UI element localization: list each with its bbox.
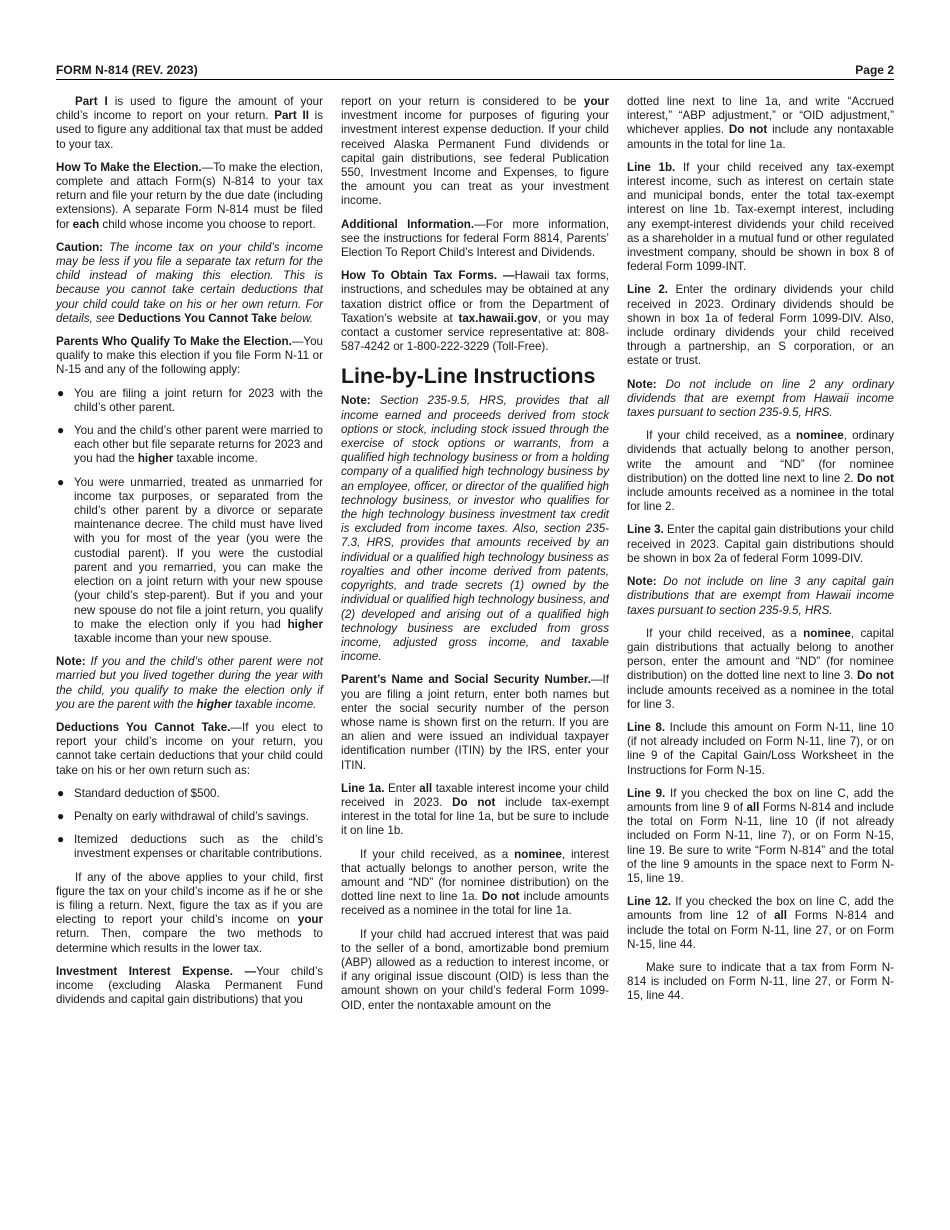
paragraph-deductions-cannot-take: Deductions You Cannot Take.—If you elect to report your child’s income on your return, you cannot take certain deductions that your child could take on his or her own return such as: [56, 720, 323, 777]
paragraph-how-to-make-election: How To Make the Election.—To make the election, complete and attach Form(s) N-814 to your tax return and file your return by the due date (including extensions). A separate Form N-814 must be filed for each child whose income you choose to report. [56, 160, 323, 231]
bullet-icon: ● [57, 785, 65, 800]
paragraph-additional-information: Additional Information.—For more information, see the instructions for federal Form 8814, Parents’ Election To Report Child’s Interest and Dividends. [341, 217, 609, 260]
paragraph-investment-interest-expense: Investment Interest Expense. —Your child’s income (excluding Alaska Permanent Fund dividends and capital gain distributions) that you [56, 964, 323, 1007]
paragraph-line-1a-nominee: If your child received, as a nominee, interest that actually belongs to another person, write the amount and “ND” (for nominee distribution) on the dotted line next to line 1a. Do not include amounts received as a nominee in the total for line 1a. [341, 847, 610, 918]
paragraph-note-line-3: Note: Do not include on line 3 any capital gain distributions that are exempt from Hawaii income taxes pursuant to section 235-9.5, HRS. [627, 575, 894, 617]
paragraph-accrued-interest: If your child had accrued interest that was paid to the seller of a bond, amortizable bond premium (ABP) allowed as a reduction to interest income, or if any original issue discount (OID) is less than the amount shown on your child’s federal Form 1099-OID, enter the nontaxable amount on the [341, 927, 609, 1012]
paragraph-accrued-interest-cont: dotted line next to line 1a, and write “Accrued interest,” “ABP adjustment,” or “OID adjustment,” whichever applies. Do not include any nontaxable amounts in the total for line 1a. [627, 95, 894, 151]
section-heading: Line-by-Line Instructions [341, 364, 596, 389]
paragraph-line-8: Line 8. Include this amount on Form N-11, line 10 (if not already included on Form N-11, line 7), or on line 9 of the Capital Gain/Loss Worksheet in the Instructions for Form N-15. [627, 720, 894, 777]
bullet-icon: ● [57, 385, 65, 400]
paragraph-line-1a: Line 1a. Enter all taxable interest income your child received in 2023. Do not include tax-exempt interest in the total for line 1a, but be sure to include it on line 1b. [341, 781, 609, 838]
paragraph-line-3-nominee: If your child received, as a nominee, capital gain distributions that actually belong to another person, enter the amount and “ND” (for nominee distribution) on the dotted line next to line 3. Do not include amounts received as a nominee in the total for line 3. [627, 626, 894, 711]
list-item: ● You are filing a joint return for 2023 with the child’s other parent. [57, 385, 323, 414]
column-1 [56, 95, 323, 1016]
paragraph-parents-who-qualify: Parents Who Qualify To Make the Election.—You qualify to make this election if you file Form N-11 or N-15 and any of the following apply: [56, 335, 323, 377]
paragraph-caution: Caution: The income tax on your child’s income may be less if you file a separate tax return for the child instead of making this election. This is because you cannot take certain deductions that your child could take on his or her own return. For details, see Deductions You Cannot Take below. [56, 240, 323, 325]
list-item: ● Standard deduction of $500. [57, 785, 220, 800]
deductions-list [56, 787, 323, 862]
page-header [56, 63, 894, 80]
bullet-icon: ● [57, 808, 65, 823]
list-item: ● Itemized deductions such as the child’s investment expenses or charitable contributions. [57, 832, 323, 861]
paragraph-line-3: Line 3. Enter the capital gain distributions your child received in 2023. Capital gain distributions should be shown in box 2a of federal Form 1099-DIV. [627, 523, 894, 565]
column-3 [627, 95, 894, 1013]
bullet-icon: ● [57, 423, 65, 438]
paragraph-make-sure: Make sure to indicate that a tax from Form N-814 is included on Form N-11, line 27, or Form N-15, line 44. [627, 960, 894, 1003]
list-item: ● You and the child’s other parent were married to each other but file separate returns for 2023 and you had the higher taxable income. [57, 423, 323, 466]
paragraph-investment-income: report on your return is considered to be your investment income for purposes of figuring your investment interest expense deduction. If your child received Alaska Permanent Fund dividends or capital gain distributions, see federal Publication 550, Investment Income and Expenses, to figure the amount you can treat as your investment income. [341, 95, 609, 208]
bullet-icon: ● [57, 832, 65, 847]
qualify-conditions-list [56, 387, 323, 646]
paragraph-note-high-technology: Note: Section 235-9.5, HRS, provides that all income earned and proceeds derived from stock options or stock, including stock issued through the exercise of stock options or warrants, from a qualified high technology business or from a holding company of a qualified high technology business by an employee, officer, or director of the qualified high technology business, or investor who qualifies for the high technology business investment tax credit is excluded from income taxes. Also, section 235-7.3, HRS, provides that amounts received by an individual or a qualified high technology business as royalties and other income derived from patents, copyrights, and trade secrets (1) owned by the individual or qualified high technology business, and (2) developed and arising out of a qualified high technology business are excluded from gross income, adjusted gross income, and taxable income. [341, 394, 609, 664]
paragraph-line-12: Line 12. If you checked the box on line C, add the amounts from line 12 of all Forms N-814 and include the total on Form N-11, line 27, or on Form N-15, line 44. [627, 895, 894, 951]
form-title: FORM N-814 (REV. 2023) [56, 63, 198, 77]
paragraph-line-1b: Line 1b. If your child received any tax-exempt interest income, such as interest on certain state and municipal bonds, enter the total tax-exempt interest on line 1b. Tax-exempt interest, including any exempt-interest dividends your child received as a shareholder in a mutual fund or other regulated investment company, should be shown in box 8 of federal Form 1099-INT. [627, 160, 894, 274]
list-item: ● You were unmarried, treated as unmarried for income tax purposes, or separated from the child’s other parent by a divorce or separate maintenance decree. The child must have lived with you for most of the year (you were the custodial parent). If you were the custodial parent and you remarried, you can make the election on a joint return with your new spouse (your child’s step-parent). But if you and your new spouse do not file a joint return, you qualify to make the election only if you had higher taxable income than your new spouse. [57, 474, 323, 645]
paragraph-compare-methods: If any of the above applies to your child, first figure the tax on your child’s income as if he or she is filing a return. Next, figure the tax as if you are electing to report your child’s income on your return. Then, compare the two methods to determine which results in the lower tax. [56, 870, 323, 955]
list-item: ● Penalty on early withdrawal of child’s savings. [57, 808, 309, 823]
paragraph-parents-name-ssn: Parent’s Name and Social Security Number.—If you are filing a joint return, enter both names but enter the social security number of the person whose name is shown first on the return. If you are an alien and were issued an individual taxpayer identification number (ITIN) by the IRS, enter your ITIN. [341, 673, 609, 772]
paragraph-note-unmarried: Note: If you and the child’s other parent were not married but you lived together during the year with the child, you qualify to make the election only if you are the parent with the higher taxable income. [56, 655, 323, 711]
paragraph-part-usage: Part I is used to figure the amount of your child’s income to report on your return. Part II is used to figure any additional tax that must be added to your tax. [56, 95, 324, 151]
column-2 [341, 95, 609, 1022]
page-number: Page 2 [855, 63, 894, 77]
paragraph-line-2: Line 2. Enter the ordinary dividends your child received in 2023. Ordinary dividends should be shown in box 1a of federal Form 1099-DIV. Also, include ordinary dividends your child received through a partnership, an S corporation, or an estate or trust. [627, 283, 894, 368]
paragraph-how-to-obtain-forms: How To Obtain Tax Forms. —Hawaii tax forms, instructions, and schedules may be obtained at any taxation district office or from the Department of Taxation’s website at tax.hawaii.gov, or you may contact a customer service representative at: 808-587-4242 or 1-800-222-3229 (Toll-Free). [341, 269, 609, 354]
paragraph-line-9: Line 9. If you checked the box on line C, add the amounts from line 9 of all Forms N-814 and include the total on Form N-11, line 10 (if not already included on Form N-11, line 7), or on Form N-15, line 19. Be sure to write “Form N-814” and the total of the line 9 amounts in the space next to Form N-15, line 19. [627, 786, 895, 885]
bullet-icon: ● [57, 474, 65, 489]
paragraph-note-line-2: Note: Do not include on line 2 any ordinary dividends that are exempt from Hawaii income taxes pursuant to section 235-9.5, HRS. [627, 377, 894, 420]
paragraph-line-2-nominee: If your child received, as a nominee, ordinary dividends that actually belong to another person, write the amount and “ND” (for nominee distribution) on the dotted line next to line 2. Do not include amounts received as a nominee in the total for line 2. [627, 429, 894, 514]
